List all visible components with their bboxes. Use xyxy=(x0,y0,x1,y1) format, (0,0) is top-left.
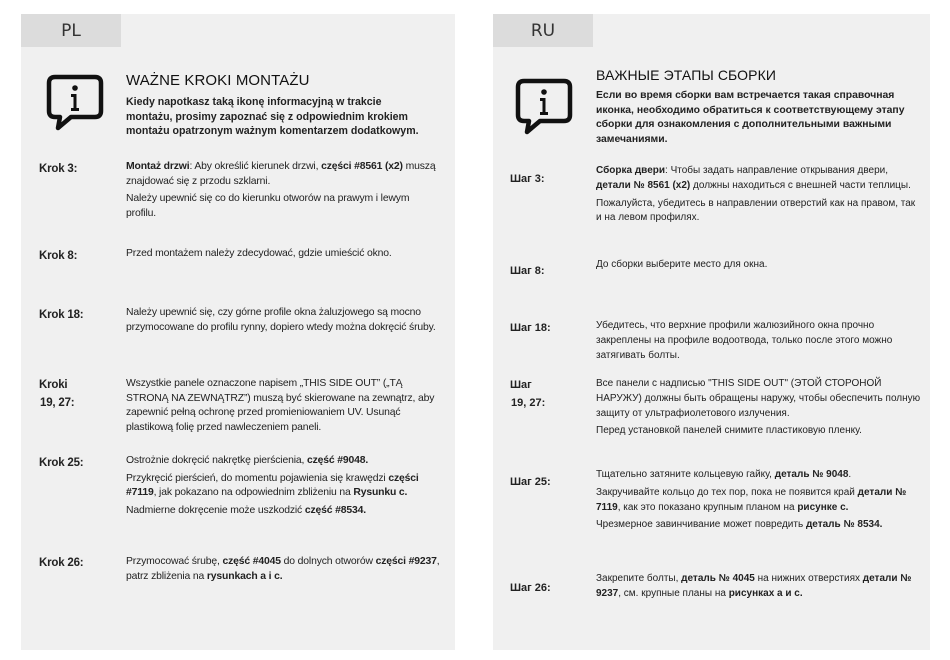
step-description xyxy=(596,468,921,536)
part-reference: część #9048. xyxy=(306,455,369,466)
step-description xyxy=(126,454,442,521)
step-paragraph xyxy=(596,424,921,439)
text-run: Ostrożnie dokręcić nakrętkę pierścienia, xyxy=(126,455,307,466)
step-description xyxy=(596,572,921,605)
text-run: , см. крупные планы на xyxy=(618,587,729,599)
step-label: Krok 25: xyxy=(39,457,84,469)
text-run: До сборки выберите место для окна. xyxy=(596,259,768,270)
intro-title: WAŻNE KROKI MONTAŻU xyxy=(126,72,310,89)
intro-text: Если во время сборки вам встречается такая справочная иконка, необходимо обратиться к соответствующему этапу сборки для ознакомления с дополнительными важными замечаниями. xyxy=(596,90,905,145)
text-run: на нижних отверстиях xyxy=(754,573,863,584)
step-label: Шаг 18: xyxy=(510,322,551,334)
step-paragraph xyxy=(126,160,442,189)
text-run: Чрезмерное завинчивание может повредить xyxy=(596,519,806,531)
step-description xyxy=(596,319,921,366)
language-tab-pl: PL xyxy=(21,14,121,47)
part-reference: деталь № 4045 xyxy=(681,573,755,584)
step-paragraph xyxy=(126,247,442,262)
step-label: Kroki 19, 27: xyxy=(39,379,75,409)
part-reference: рисунке с. xyxy=(797,501,849,513)
intro-title: ВАЖНЫЕ ЭТАПЫ СБОРКИ xyxy=(596,67,777,83)
step-paragraph xyxy=(596,486,921,516)
text-run: : Чтобы задать направление открывания двери, xyxy=(665,165,889,176)
step-paragraph xyxy=(126,504,442,519)
text-run: , как это показано крупным планом на xyxy=(617,501,798,513)
part-reference: części #9237 xyxy=(375,556,437,567)
step-label: Шаг 3: xyxy=(510,173,545,185)
text-run: Закручивайте кольцо до тех пор, пока не появится край xyxy=(596,486,858,498)
text-run: Przykręcić pierścień, do momentu pojawienia się krawędzi xyxy=(126,472,389,484)
text-run: do dolnych otworów xyxy=(280,556,376,567)
step-paragraph xyxy=(596,572,921,602)
step-label: Krok 18: xyxy=(39,309,84,321)
step-paragraph xyxy=(596,319,921,363)
step-paragraph xyxy=(596,518,921,533)
step-paragraph xyxy=(126,454,442,469)
text-run: : Aby określić kierunek drzwi, xyxy=(189,161,322,172)
text-run: Należy upewnić się co do kierunku otworów na prawym i lewym profilu. xyxy=(126,193,410,219)
text-run: Należy upewnić się, czy górne profile okna żaluzjowego są mocno przymocowane do profilu rynny, dopiero wtedy można dokręcić śruby. xyxy=(126,307,436,333)
text-run: Przymocować śrubę, xyxy=(126,556,223,567)
text-run: , jak pokazano na odpowiednim zbliżeniu na xyxy=(153,487,354,499)
part-reference: детали № 9237 xyxy=(596,573,912,599)
text-run: Nadmierne dokręcenie może uszkodzić xyxy=(126,504,305,516)
step-paragraph xyxy=(126,472,442,501)
part-reference: детали № 8561 (x2) xyxy=(596,179,691,191)
text-run: Wszystkie panele oznaczone napisem „THIS SIDE OUT” („TĄ STRONĄ NA ZEWNĄTRZ”) muszą być skierowane na zewnątrz, aby zapewnić pełną ochronę przed promieniowaniem UV. Usunąć plastikową folię przed nawleczeniem paneli. xyxy=(126,378,435,433)
part-reference: деталь № 9048 xyxy=(774,469,849,480)
part-reference: część #8534. xyxy=(304,504,367,516)
part-reference: Montaż drzwi xyxy=(126,161,190,172)
part-reference: рисунках а и с. xyxy=(728,587,803,599)
step-label: Krok 26: xyxy=(39,557,84,569)
step-description xyxy=(596,258,921,276)
step-label: Krok 8: xyxy=(39,250,78,262)
step-description xyxy=(596,164,921,229)
text-run: . xyxy=(848,469,852,480)
panel-pl xyxy=(21,14,455,650)
step-description xyxy=(126,377,442,438)
info-icon xyxy=(514,77,574,137)
text-run: , patrz zbliżenia na xyxy=(126,556,440,582)
step-paragraph xyxy=(596,258,921,273)
step-paragraph xyxy=(596,468,921,483)
step-paragraph xyxy=(596,377,921,421)
step-label: Шаг 26: xyxy=(510,582,551,594)
part-reference: детали № 7119 xyxy=(596,486,907,513)
text-run: Пожалуйста, убедитесь в направлении отверстий как на правом, так и на левом профилях. xyxy=(596,197,916,224)
text-run: Убедитесь, что верхние профили жалюзийного окна прочно закреплены на профиле водоотвода, только после этого можно затягивать болты. xyxy=(596,320,893,361)
part-reference: części #8561 (x2) xyxy=(321,161,403,172)
step-label: Шаг 25: xyxy=(510,476,551,488)
part-reference: część #4045 xyxy=(222,556,281,567)
text-run: Все панели с надписью "THIS SIDE OUT" (ЭТОЙ СТОРОНОЙ НАРУЖУ) должны быть обращены наружу, чтобы обеспечить полную защиту от ультрафиолетового излучения. xyxy=(596,378,921,419)
text-run: Перед установкой панелей снимите пластиковую пленку. xyxy=(596,425,862,437)
step-paragraph xyxy=(596,197,921,227)
step-label: Krok 3: xyxy=(39,163,78,175)
step-description xyxy=(126,160,442,224)
step-paragraph xyxy=(596,164,921,194)
part-reference: Сборка двери xyxy=(596,165,666,176)
panel-ru xyxy=(493,14,930,650)
language-tab-ru: RU xyxy=(493,14,593,47)
text-run: Przed montażem należy zdecydować, gdzie umieścić okno. xyxy=(126,248,392,259)
part-reference: rysunkach a i c. xyxy=(206,570,283,582)
step-paragraph xyxy=(126,377,442,435)
step-description xyxy=(126,555,442,587)
step-paragraph xyxy=(126,555,442,584)
step-paragraph xyxy=(126,306,442,335)
text-run: Закрепите болты, xyxy=(596,573,682,584)
part-reference: Rysunku c. xyxy=(353,487,408,499)
step-label: Шаг 8: xyxy=(510,265,545,277)
info-icon xyxy=(45,73,105,133)
text-run: Тщательно затяните кольцевую гайку, xyxy=(596,469,775,480)
step-description xyxy=(126,306,442,338)
step-description xyxy=(126,247,442,265)
step-paragraph xyxy=(126,192,442,221)
text-run: muszą znajdować się z przodu szklarni. xyxy=(126,161,436,187)
step-description xyxy=(596,377,921,442)
intro-text: Kiedy napotkasz taką ikonę informacyjną w trakcie montażu, prosimy zapoznać się z odpowiednim krokiem montażu opatrzonym ważnym komentarzem dodatkowym. xyxy=(126,96,419,137)
part-reference: części #7119 xyxy=(126,472,419,499)
part-reference: деталь № 8534. xyxy=(805,519,883,531)
text-run: должны находиться с внешней части теплицы. xyxy=(690,179,911,191)
step-label: Шаг 19, 27: xyxy=(510,379,546,409)
